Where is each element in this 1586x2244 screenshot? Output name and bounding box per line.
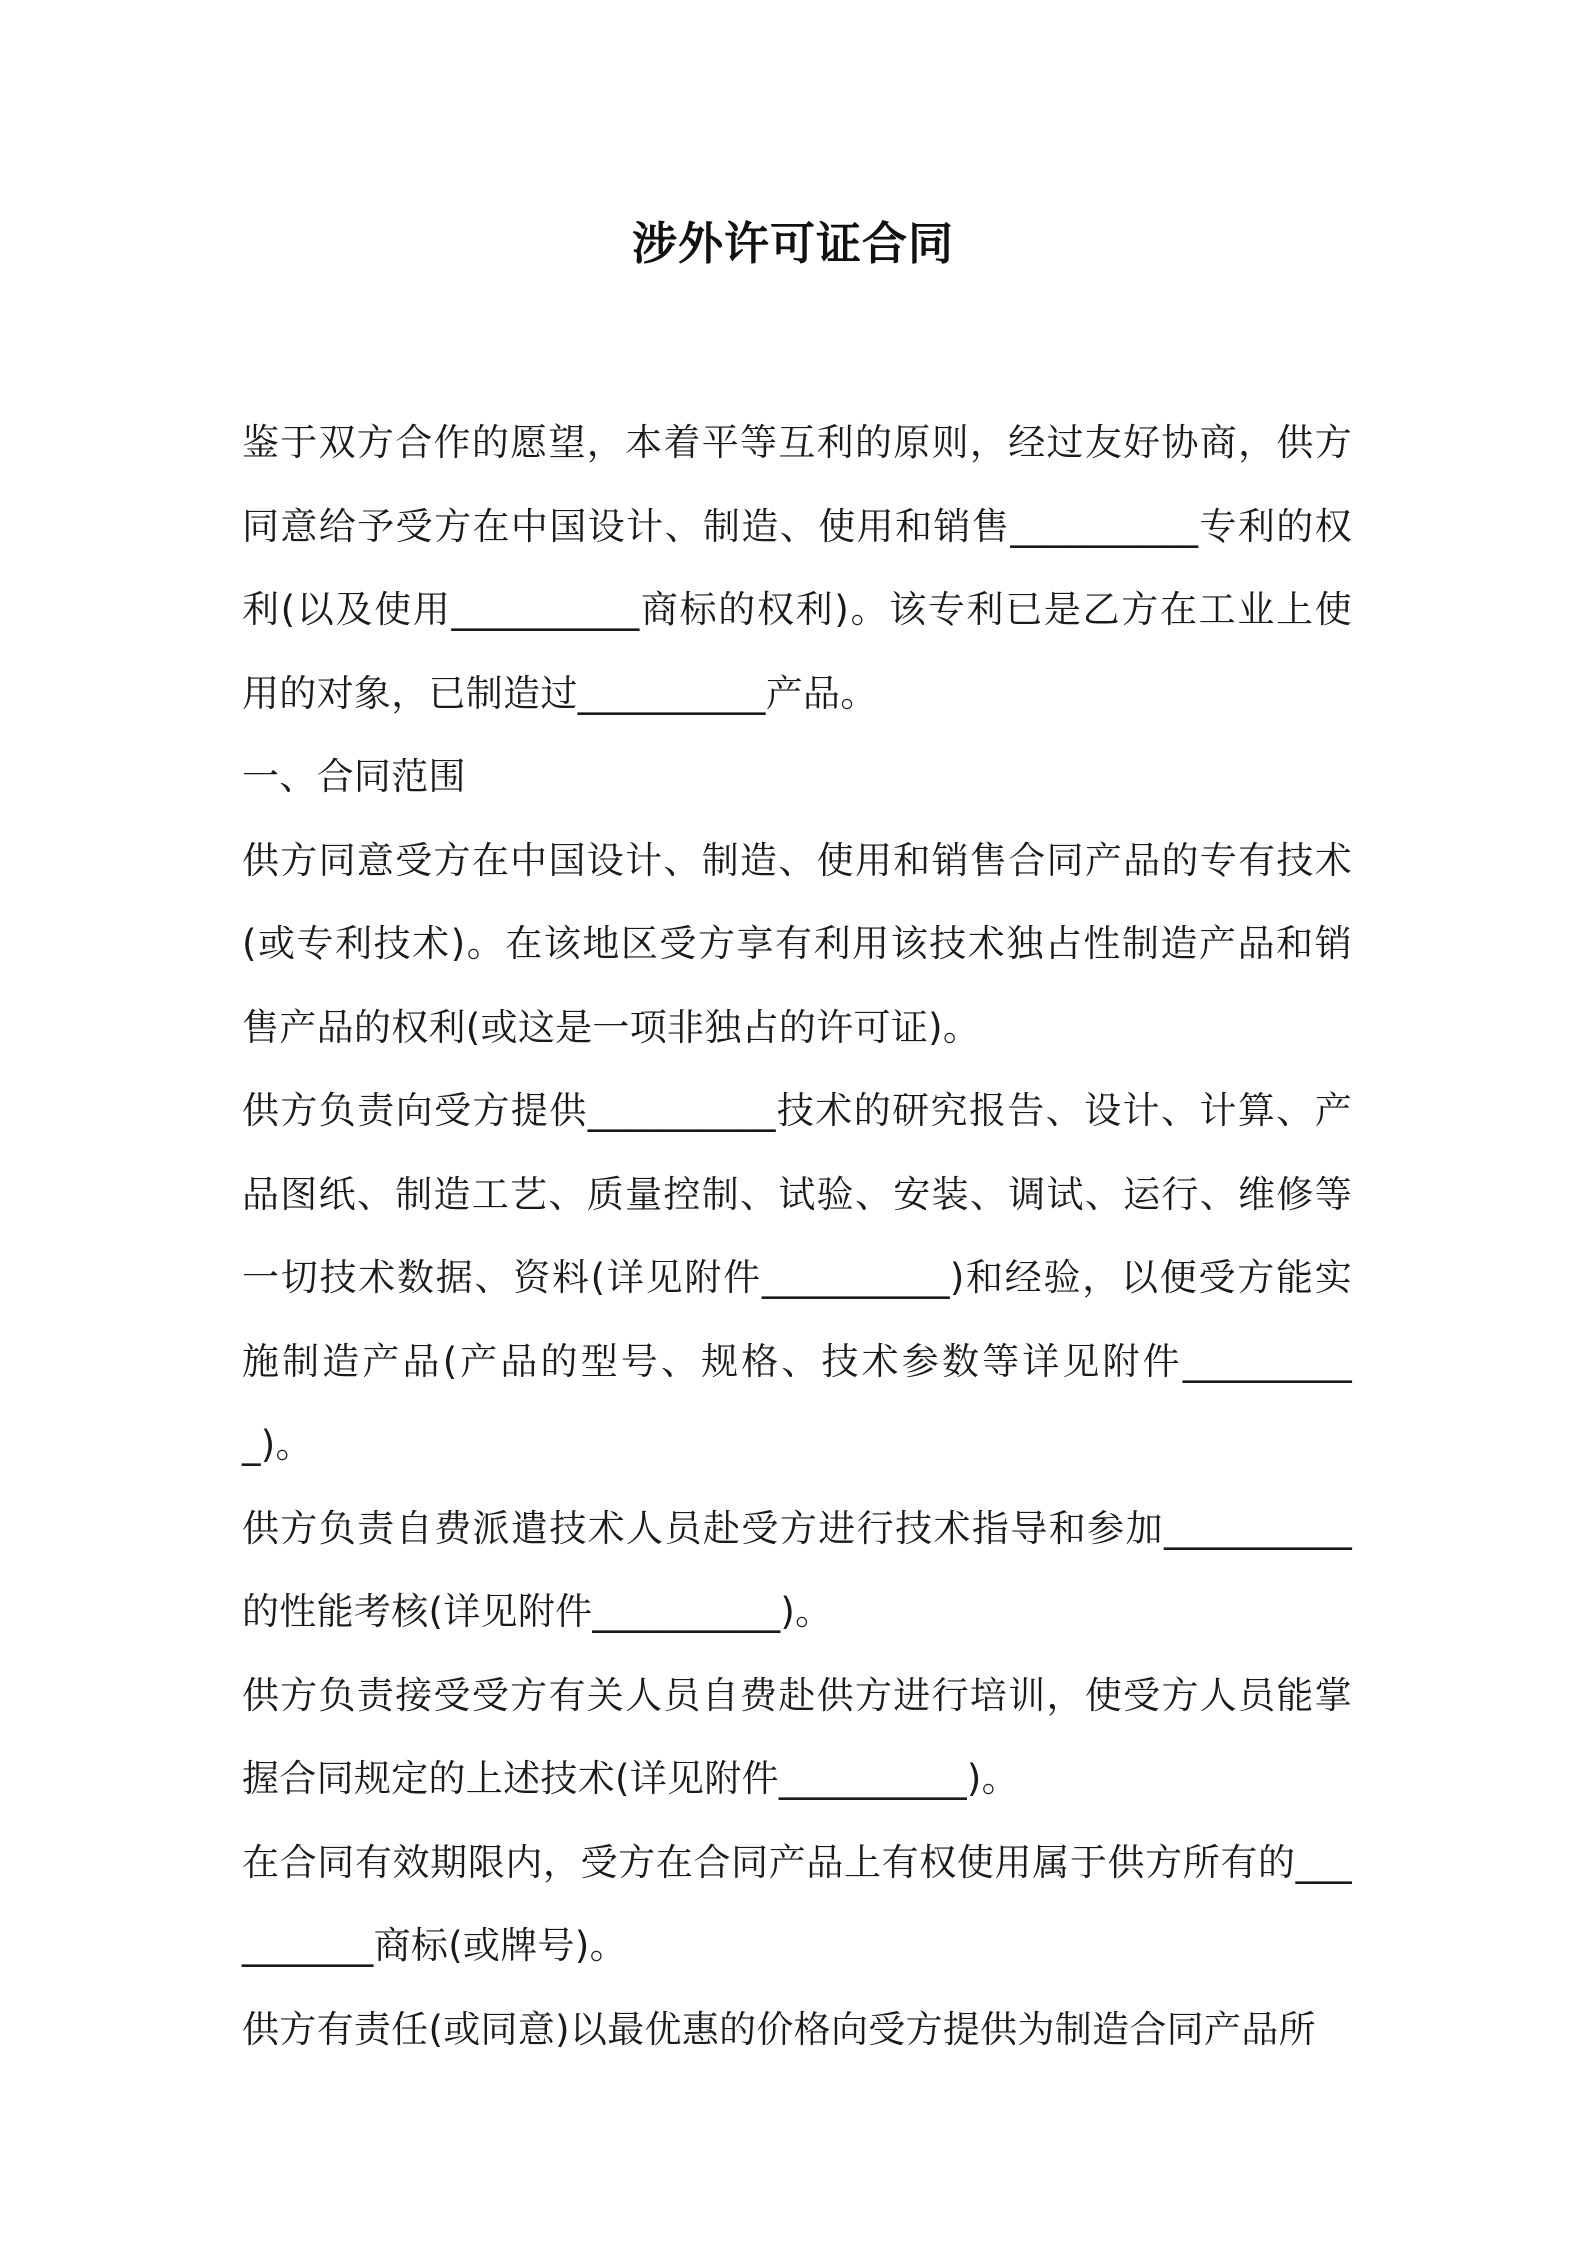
section-heading-scope: 一、合同范围 — [242, 755, 466, 798]
paragraph-scope-1: 供方同意受方在中国设计、制造、使用和销售合同产品的专有技术(或专利技术)。在该地区受方享有利用该技术独占性制造产品和销售产品的权利(或这是一项非独占的许可证)。 — [242, 838, 1352, 1049]
paragraph-scope-3: 供方负责自费派遣技术人员赴受方进行技术指导和参加__________的性能考核(详见附件__________)。 — [242, 1506, 1352, 1633]
document-body — [242, 401, 1352, 2071]
paragraph-scope-6: 供方有责任(或同意)以最优惠的价格向受方提供为制造合同产品所 — [242, 2007, 1316, 2051]
paragraph-preamble: 鉴于双方合作的愿望，本着平等互利的原则，经过友好协商，供方同意给予受方在中国设计、制造、使用和销售__________专利的权利(以及使用__________商标的权利)。该专利已是乙方在工业上使用的对象，已制造过__________产品。 — [242, 421, 1352, 715]
document-title: 涉外许可证合同 — [631, 217, 954, 270]
paragraph-scope-5: 在合同有效期限内，受方在合同产品上有权使用属于供方所有的__________商标(或牌号)。 — [242, 1840, 1352, 1967]
paragraph-scope-2: 供方负责向受方提供__________技术的研究报告、设计、计算、产品图纸、制造工艺、质量控制、试验、安装、调试、运行、维修等一切技术数据、资料(详见附件__________)和经验，以便受方能实施制造产品(产品的型号、规格、技术参数等详见附件__________)。 — [242, 1089, 1352, 1466]
paragraph-scope-4: 供方负责接受受方有关人员自费赴供方进行培训，使受方人员能掌握合同规定的上述技术(详见附件__________)。 — [242, 1673, 1352, 1800]
